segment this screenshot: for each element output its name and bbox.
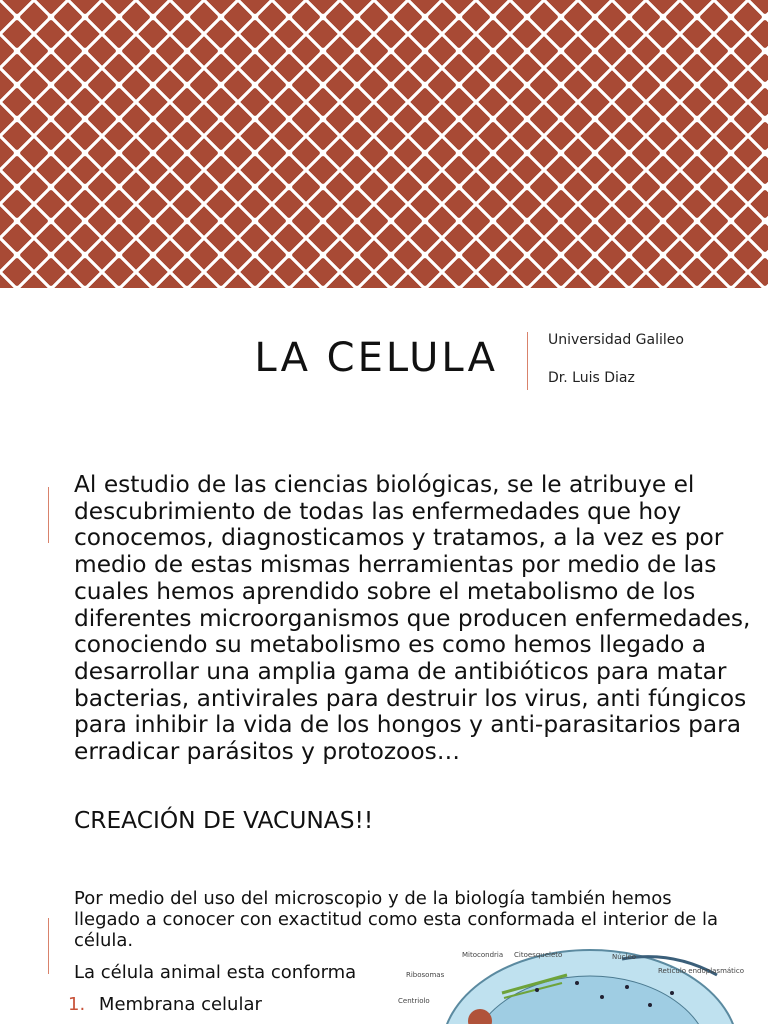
microscope-paragraph: Por medio del uso del microscopio y de la biología también hemos llegado a conocer con exactitud como esta conformada el interior de la célula.	[74, 888, 718, 951]
subtitle-author: Dr. Luis Diaz	[548, 370, 635, 386]
vaccines-heading: CREACIÓN DE VACUNAS!!	[74, 807, 374, 834]
accent-bar	[48, 918, 49, 974]
title-divider	[527, 332, 528, 390]
list-item	[68, 994, 262, 1015]
accent-bar	[48, 487, 49, 543]
diagram-label: Retículo endoplasmático	[658, 967, 745, 975]
cell-diagram-image	[372, 945, 768, 1024]
list-number: 1.	[68, 994, 86, 1015]
title-section	[0, 330, 768, 400]
diagram-label: Centriolo	[398, 997, 430, 1005]
intro-paragraph: Al estudio de las ciencias biológicas, se le atribuye el descubrimiento de todas las enfermedades que hoy conocemos, diagnosticamos y tratamos, a la vez es por medio de estas mismas herramientas por medio de las cuales hemos aprendido sobre el metabolismo de los diferentes microorganismos que producen enfermedades, conociendo su metabolismo es como hemos llegado a desarrollar una amplia gama de antibióticos para matar bacterias, antivirales para destruir los virus, anti fúngicos para inhibir la vida de los hongos y anti-parasitarios para erradicar parásitos y protozoos…	[74, 471, 751, 766]
decorative-pattern-banner	[0, 0, 768, 288]
diagram-label: Mitocondria	[462, 951, 504, 959]
diagram-label: Citoesqueleto	[514, 951, 563, 959]
list-label: Membrana celular	[98, 994, 262, 1015]
diagram-label: Núcleo	[612, 953, 637, 961]
subtitle-institution: Universidad Galileo	[548, 332, 684, 348]
slide-title: LA CELULA	[254, 335, 498, 381]
cell-intro-text: La célula animal esta conforma	[74, 962, 357, 983]
diagram-label: Ribosomas	[406, 971, 445, 979]
